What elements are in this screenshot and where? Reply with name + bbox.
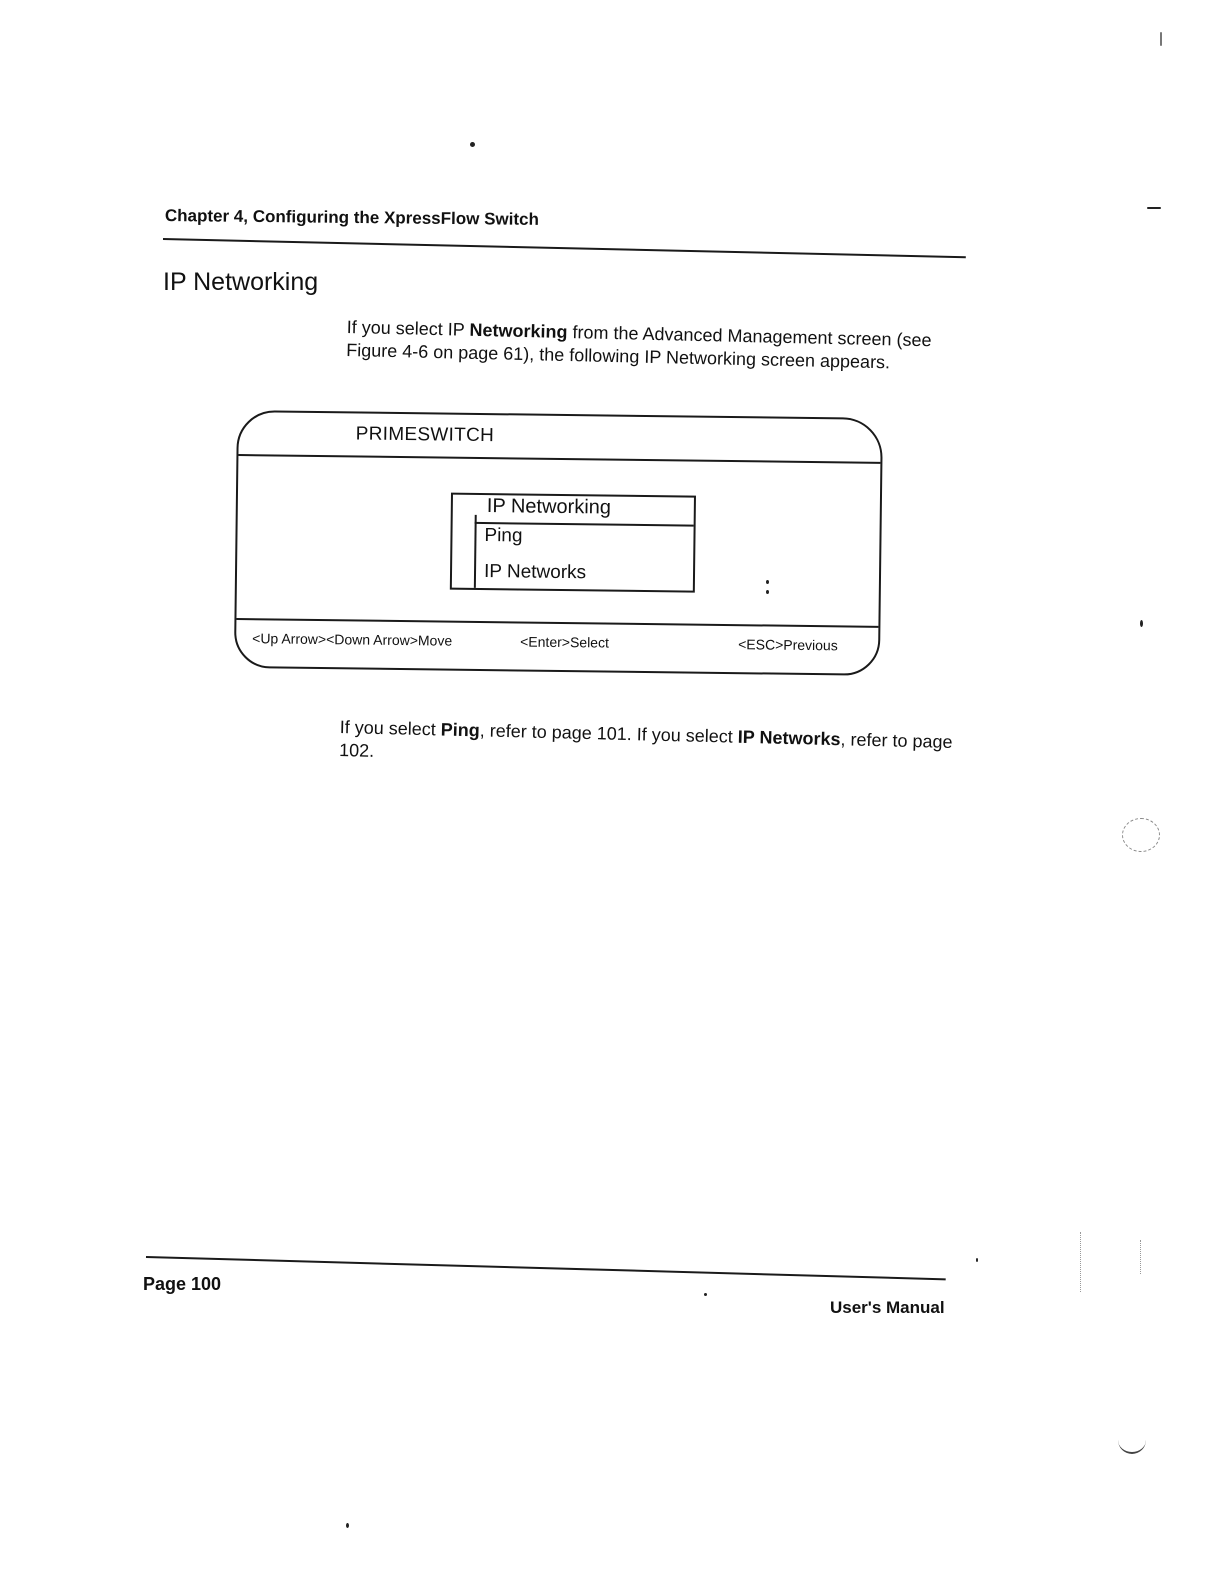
intro-text-3: from the Advanced Management screen (see Figure 4-6 on page 61), the following IP Networking screen appears.	[346, 322, 932, 373]
scan-speck	[346, 1523, 349, 1528]
scan-speck	[766, 590, 769, 594]
manual-name: User's Manual	[830, 1298, 945, 1317]
hint-select: <Enter>Select	[520, 633, 610, 651]
section-title: IP Networking	[163, 268, 319, 296]
page-number: Page 100	[143, 1274, 222, 1294]
intro-paragraph	[346, 316, 962, 376]
outro-emphasis-ping: Ping	[440, 719, 480, 741]
menu-item-ip-networks[interactable]: IP Networks	[483, 561, 587, 584]
menu-title: IP Networking	[486, 495, 612, 519]
menu-item-ping[interactable]: Ping	[484, 525, 523, 547]
outro-text-1: If you select	[339, 716, 442, 740]
footer-rule	[146, 1256, 946, 1280]
scan-speck	[976, 1258, 978, 1262]
scan-speck	[1140, 620, 1143, 627]
scan-speck	[1118, 1436, 1146, 1454]
screen-hint-divider	[236, 618, 878, 628]
outro-text-2: , refer to page 101. If you select	[479, 720, 739, 747]
intro-emphasis: Networking	[469, 319, 568, 343]
scan-speck	[470, 142, 475, 147]
outro-emphasis-ip-networks: IP Networks	[737, 726, 841, 750]
scan-speck	[704, 1293, 707, 1296]
scan-speck	[1122, 818, 1160, 852]
ip-networking-screen-figure	[234, 410, 883, 676]
chapter-header: Chapter 4, Configuring the XpressFlow Switch	[164, 206, 540, 229]
header-rule	[163, 238, 966, 258]
hint-move: <Up Arrow><Down Arrow>Move	[252, 630, 453, 649]
ip-networking-menu	[450, 493, 696, 593]
scan-speck	[1147, 207, 1161, 209]
outro-paragraph	[339, 716, 955, 777]
intro-text-2: IP	[447, 319, 470, 340]
scan-speck	[1080, 1232, 1089, 1292]
scan-speck	[766, 580, 769, 584]
menu-selection-gutter	[474, 515, 477, 588]
outro-text-3: , refer to page 102.	[338, 729, 953, 761]
scan-speck	[1140, 1240, 1151, 1274]
screen-title-divider	[238, 454, 880, 464]
intro-text-1: If you select	[346, 316, 449, 340]
screen-title: PRIMESWITCH	[355, 423, 495, 447]
hint-previous: <ESC>Previous	[738, 636, 838, 654]
scan-speck	[1160, 32, 1162, 46]
